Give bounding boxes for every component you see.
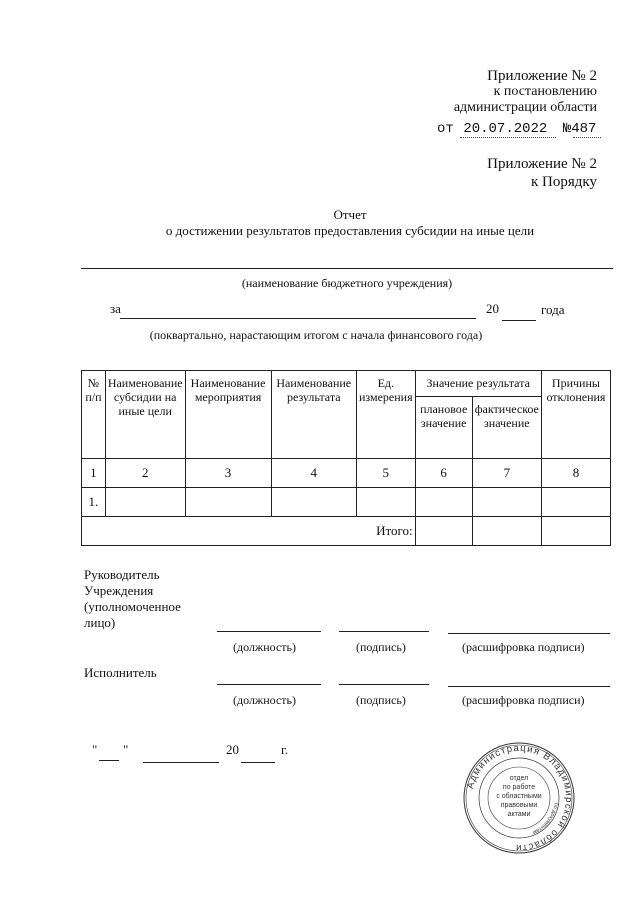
table-numbers-row [82,459,611,488]
stamp-center-line5: актами [507,811,531,818]
stamp-ring-text: Администрация Владимирской области [464,742,575,854]
period-line [120,318,476,319]
header-planned: плановое значение [415,397,472,459]
appendix-administration: администрации области [453,100,597,115]
head-line1: Руководитель [84,567,160,582]
year-line [241,762,275,763]
head-line3: (уполномоченное [84,599,181,614]
report-title [0,207,640,239]
date-quote-open: " [92,742,98,757]
appendix-to-resolution: к постановлению [493,84,597,99]
col-number: 1 [82,459,106,488]
stamp-inner-text: по документам [531,802,559,836]
table-total-row [82,517,611,546]
col-number: 7 [472,459,541,488]
period-year-suffix: года [541,302,565,317]
org-name-line [81,268,613,269]
position-caption: (должность) [233,640,296,654]
period-za: за [110,301,121,316]
header-num: № п/п [82,371,106,459]
col-number: 8 [541,459,610,488]
number-label: № [562,121,572,137]
table-cell [105,488,185,517]
date-quote-close: " [123,742,129,757]
stamp-center-line1: отдел [509,775,529,782]
table-cell [472,517,541,546]
appendix2-number: Приложение № 2 [487,156,597,172]
stamp-center-line4: правовыми [500,802,538,809]
executor-decoding-caption: (расшифровка подписи) [462,693,585,707]
stamp-center-line3: с областными [496,793,542,800]
header-subsidy: Наименование субсидии на иные цели [105,371,185,459]
header-result: Наименование результата [271,371,356,459]
decoding-line [448,633,610,634]
resolution-date: 20.07.2022 [463,121,548,137]
table-cell [472,488,541,517]
executor-signature-line [339,684,429,685]
header-unit: Ед. измерения [356,371,415,459]
head-line2: Учреждения [84,583,154,598]
executor-decoding-line [448,686,610,687]
col-number: 2 [105,459,185,488]
table-cell [356,488,415,517]
executor-position-caption: (должность) [233,693,296,707]
date-g: г. [281,742,289,757]
executor-position-line [217,684,321,685]
report-title-line2: о достижении результатов предоставления субсидии на иные цели [165,223,535,238]
appendix2-to-order: к Порядку [531,174,597,190]
col-number: 5 [356,459,415,488]
period-year-line [502,320,536,321]
signature-line [339,631,429,632]
report-title-line1: Отчет [333,207,367,222]
resolution-number: 487 [571,121,597,137]
number-underline [573,137,601,138]
header-value: Значение результата [415,371,541,397]
row-number: 1. [82,488,106,517]
table-cell [541,517,610,546]
table-cell [271,488,356,517]
col-number: 4 [271,459,356,488]
official-stamp [463,742,575,854]
month-line [143,762,219,763]
appendix-number: Приложение № 2 [487,68,597,84]
org-caption: (наименование бюджетного учреждения) [241,276,453,290]
day-line [99,760,119,761]
date-year-prefix: 20 [226,742,239,757]
resolution-date-line [437,121,596,137]
head-line4: лицо) [84,615,116,630]
head-label [84,567,181,631]
table-header-row [82,371,611,397]
decoding-caption: (расшифровка подписи) [462,640,585,654]
table-cell [541,488,610,517]
header-event: Наименование мероприятия [185,371,271,459]
table-cell [415,517,472,546]
date-underline [460,137,556,138]
period-year-prefix: 20 [486,301,499,316]
header-actual: фактическое значение [472,397,541,459]
table-cell [185,488,271,517]
stamp-center-line2: по работе [502,784,536,791]
executor-label: Исполнитель [84,665,157,680]
header-reasons: Причины отклонения [541,371,610,459]
position-line [217,631,321,632]
col-number: 3 [185,459,271,488]
appendix-to-order [487,155,597,191]
period-caption: (поквартально, нарастающим итогом с начала финансового года) [149,328,483,342]
signature-caption: (подпись) [356,640,406,654]
table-row [82,488,611,517]
total-label: Итого: [82,517,416,546]
ot-label: от [437,121,454,137]
executor-signature-caption: (подпись) [356,693,406,707]
appendix-title [454,68,597,116]
report-table [81,370,611,546]
table-cell [415,488,472,517]
col-number: 6 [415,459,472,488]
